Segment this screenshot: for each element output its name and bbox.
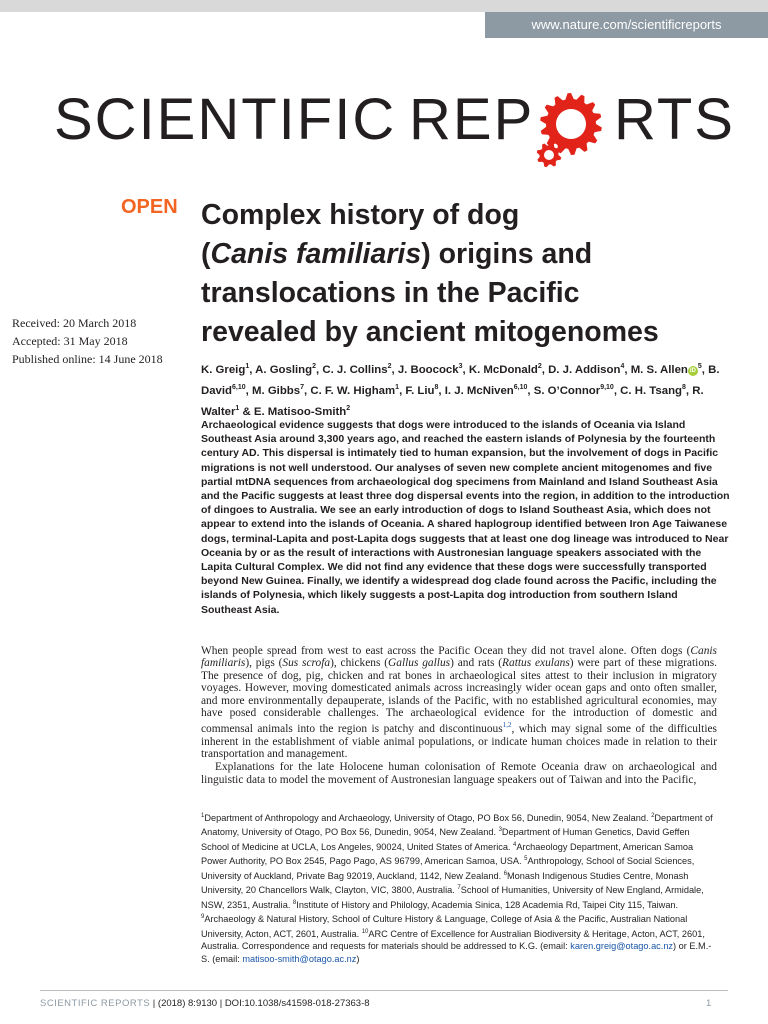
species-name: Sus scrofa [282,657,331,670]
author-name: A. Gosling [255,363,313,376]
author-affiliation-ref: 2 [312,363,317,370]
title-line-2: ) origins and [421,238,593,270]
title-line-4: revealed by ancient mitogenomes [201,316,659,348]
logo-word-scientific: SCIENTIFIC [54,87,397,152]
affiliation-text: School of Humanities, University of New England, Armidale, NSW, 2351, Australia. [201,885,704,910]
affiliation-text: Institute of History and Philology, Academia Sinica, 128 Academia Rd, Taipei City 115, Taiwan. [296,899,679,910]
author-name: E. Matisoo-Smith [253,405,347,418]
title-species: Canis familiaris [210,238,422,270]
affiliation-text: Archaeology & Natural History, School of Culture History & Language, College of Asia & the Pacific, Australian National University, Acton, ACT, 2601, Australia. [201,914,688,939]
footer-journal: SCIENTIFIC REPORTS [40,998,151,1009]
author-name: J. Boocock [397,363,459,376]
affiliation-number: 1 [201,813,205,819]
author-name: C. H. Tsang [620,384,682,397]
affiliation-number: 6 [503,870,508,877]
author-name: R. Walter [201,384,704,418]
author-affiliation-ref: 2 [387,363,392,370]
author-affiliation-ref: 8 [681,383,686,391]
author-affiliation-ref: 4 [620,363,625,370]
author-affiliation-ref: 3 [458,363,463,370]
open-access-label: OPEN [121,196,178,218]
author-name: I. J. McNiven [444,384,514,397]
para1-text: ), pigs ( [245,657,283,670]
correspondence-text: Correspondence and requests for materials should be addressed to K.G. (email: [241,941,571,952]
author-name: D. J. Addison [548,363,621,376]
author-name: C. J. Collins [322,363,388,376]
author-affiliation-ref: 9,10 [600,383,614,391]
affiliation-text: Monash Indigenous Studies Centre, Monash University, 20 Chancellors Walk, Clayton, VIC, 3800, Australia. [201,870,689,896]
author-affiliation-ref: 1 [245,363,250,370]
affiliation-number: 2 [651,813,655,819]
author-name: S. O’Connor [533,384,601,397]
affiliation-number: 8 [292,899,297,906]
citation-ref[interactable]: 1,2 [502,721,512,730]
paragraph-2: Explanations for the late Holocene human colonisation of Remote Oceania draw on archaeological and linguistic data to model the movement of Austronesian language speakers out of Taiwan and into the Pacific, [201,761,717,786]
gear-hole [556,109,586,139]
affiliation-number: 7 [457,885,461,892]
para1-text: ) were part of these migrations. The presence of dog, pig, chicken and rat bones in archaeological sites attest to their inclusion in migratory voyages. However, moving domesticated animals across increasingly wider ocean gaps and onto often smaller, and more environmentally depauperate, islands of the Pacific, with no established agricultural economies, may have posed considerable challenges. The archaeological evidence for the introduction of domestic and commensal animals into the region is patchy and discontinuous [201,657,717,736]
journal-url-banner[interactable]: www.nature.com/scientificreports [485,12,768,38]
footer-doi[interactable]: | (2018) 8:9130 | DOI:10.1038/s41598-018-27363-8 [150,998,370,1009]
author-affiliation-ref: 2 [346,404,351,412]
affiliation-text: ARC Centre of Excellence for Australian Biodiversity & Heritage, Acton, ACT, 2601, Australia. [201,928,705,952]
affiliation-text: Department of Anatomy, University of Otago, PO Box 56, Dunedin, 9054, New Zealand. [201,813,713,838]
received-date: Received: 20 March 2018 [12,316,137,330]
affiliations [201,810,719,965]
orcid-icon[interactable]: iD [689,367,696,374]
species-name: Gallus gallus [388,657,451,670]
author-affiliation-ref: 6,10 [232,383,246,391]
author-name: F. Liu [405,384,435,397]
article-title [201,196,741,352]
gear-hole [544,150,554,160]
top-bar [0,0,768,12]
logo-word-rts: RTS [614,87,735,152]
author-affiliation-ref: 2 [537,363,542,370]
journal-logo [54,78,735,178]
published-date: Published online: 14 June 2018 [12,352,163,366]
abstract: Archaeological evidence suggests that dogs were introduced to the islands of Oceania via Island Southeast Asia around 3,300 years ago, and reached the eastern islands of Polynesia by the fourteenth century AD. This dispersal is intimately tied to human expansion, but the involvement of dogs in Pacific migrations is not well understood. Our analyses of seven new complete ancient mitogenomes and five partial mtDNA sequences from archaeological dog specimens from Mainland and Island Southeast Asia and the Pacific suggests at least three dog dispersal events into the region, in addition to the introduction of dingoes to Australia. We see an early introduction of dogs to Island Southeast Asia, which does not appear to extend into the islands of Oceania. A shared haplogroup identified between Iron Age Taiwanese dogs, terminal-Lapita and post-Lapita dogs suggests that at least one dog lineage was introduced to Near Oceania by or as the result of interactions with Austronesian language speakers associated with the Lapita Cultural Complex. We did not find any evidence that these dogs were successfully transported beyond New Guinea. Finally, we identify a widespread dog clade found across the Pacific, including the islands of Polynesia, which likely suggests a post-Lapita dog introduction from southern Island Southeast Asia. [201,419,730,616]
author-name: C. F. W. Higham [310,384,396,397]
main-text [201,645,717,786]
email-link[interactable]: karen.greig@otago.ac.nz [570,941,674,952]
affiliation-text: Anthropology, School of Social Sciences, University of Auckland, Private Bag 92019, Auckland, 1142, New Zealand. [201,856,695,881]
author-affiliation-ref: 1 [395,383,400,391]
author-affiliation-ref: 8 [434,383,439,391]
author-name: K. McDonald [468,363,538,376]
author-affiliation-ref: 5 [697,363,702,370]
para1-text: When people spread from west to east across the Pacific Ocean they did not travel alone. Often dogs ( [201,645,691,657]
affiliation-text: Department of Anthropology and Archaeology, University of Otago, PO Box 56, Dunedin, 9054, New Zealand. [204,813,652,824]
para1-text: , which may signal some of the difficulties inherent in the establishment of viable animal populations, or indicate human choices made in relation to their transportation and management. [201,723,717,761]
paragraph-1 [201,645,717,760]
correspondence-text: ) [356,953,360,964]
affiliation-number: 4 [513,841,517,848]
para1-text: ), chickens ( [330,657,389,670]
author-name: B. David [201,363,720,397]
footer-divider [40,990,728,991]
affiliation-number: 9 [201,914,205,921]
title-line-3: translocations in the Pacific [201,277,580,309]
affiliation-number: 5 [524,856,528,863]
para1-text: ) and rats ( [450,657,503,670]
small-gear-icon [536,142,562,168]
author-name: K. Greig [201,363,246,376]
title-line-1: Complex history of dog [201,199,520,231]
footer-citation [40,998,370,1009]
affiliation-number: 10 [361,928,369,935]
page-number: 1 [706,998,712,1009]
author-affiliation-ref: 6,10 [513,383,528,391]
species-name: Canis familiaris [201,645,717,670]
author-name: M. S. Allen [630,363,688,376]
species-name: Rattus exulans [502,657,570,670]
logo-word-rep: REP [409,87,535,152]
affiliation-text: Archaeology Department, American Samoa Power Authority, PO Box 2545, Pago Pago, AS 96799, American Samoa, USA. [201,842,694,867]
email-link[interactable]: matisoo-smith@otago.ac.nz [242,953,357,964]
author-name: M. Gibbs [252,384,301,397]
accepted-date: Accepted: 31 May 2018 [12,334,128,348]
author-affiliation-ref: 7 [300,383,304,391]
affiliation-number: 3 [498,827,502,834]
correspondence-text: ) or E.M.-S. (email: [201,941,712,964]
author-affiliation-ref: 1 [235,404,240,412]
affiliation-text: Department of Human Genetics, David Geffen School of Medicine at UCLA, Los Angeles, 90024, United States of America. [201,827,690,852]
article-dates [12,314,187,368]
title-paren: ( [201,238,211,270]
author-list: K. Greig$^1$, A. Gosling$^2$, C. J. Collins$^2$, J. Boocock$^3$, K. McDonald$^2$, D. J. Addison$^4$, M. S. Allen $iD^5$, B. David$^{6,10}$, M. Gibbs$^7$, C. F. W. Higham$^1$, F. Liu$^8$, I. J. McNiven$^{6,10}$, S. O’Connor$^{9,10}$, C. H. Tsang$^8$, R. Walter$^1$ & E. Matisoo-Smith$^2$ [201,363,720,418]
